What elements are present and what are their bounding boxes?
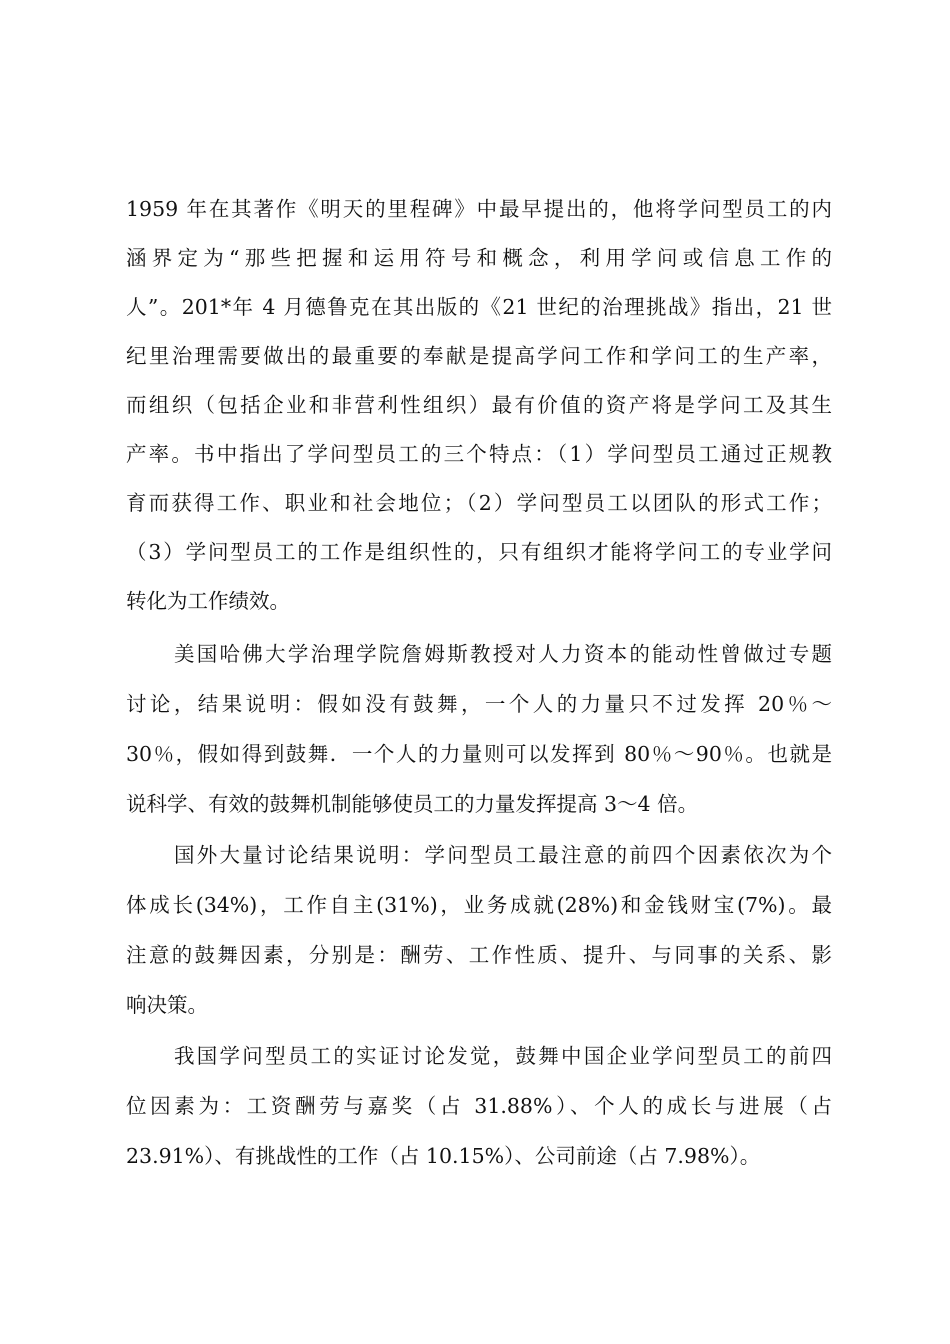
paragraph-4-line-3: 23.91%）、有挑战性的工作（占 10.15%）、公司前途（占 7.98%）。 bbox=[126, 1144, 761, 1168]
paragraph-1-line-8: （3）学问型员工的工作是组织性的，只有组织才能将学问工的专业学问 bbox=[126, 540, 832, 564]
paragraph-2-line-1: 美国哈佛大学治理学院詹姆斯教授对人力资本的能动性曾做过专题 bbox=[174, 642, 832, 666]
paragraph-3-line-4: 响决策。 bbox=[126, 993, 208, 1017]
paragraph-1-line-2: 涵界定为“那些把握和运用符号和概念，利用学问或信息工作的 bbox=[126, 246, 832, 270]
paragraph-2-line-4: 说科学、有效的鼓舞机制能够使员工的力量发挥提高 3～4 倍。 bbox=[126, 792, 699, 816]
paragraph-1-line-5: 而组织（包括企业和非营利性组织）最有价值的资产将是学问工及其生 bbox=[126, 393, 832, 417]
paragraph-1-line-7: 育而获得工作、职业和社会地位；（2）学问型员工以团队的形式工作； bbox=[126, 491, 832, 515]
paragraph-4-line-2: 位因素为：工资酬劳与嘉奖（占 31.88%）、个人的成长与进展（占 bbox=[126, 1094, 832, 1118]
paragraph-1-line-4: 纪里治理需要做出的最重要的奉献是提高学问工作和学问工的生产率， bbox=[126, 344, 832, 368]
paragraph-2-line-2: 讨论，结果说明：假如没有鼓舞，一个人的力量只不过发挥 20％～ bbox=[126, 692, 832, 716]
paragraph-4-line-1: 我国学问型员工的实证讨论发觉，鼓舞中国企业学问型员工的前四 bbox=[174, 1044, 832, 1068]
paragraph-3-line-3: 注意的鼓舞因素，分别是：酬劳、工作性质、提升、与同事的关系、影 bbox=[126, 943, 832, 967]
paragraph-1-line-1: 1959 年在其著作《明天的里程碑》中最早提出的，他将学问型员工的内 bbox=[126, 197, 832, 221]
paragraph-1-line-6: 产率。书中指出了学问型员工的三个特点：（1）学问型员工通过正规教 bbox=[126, 442, 832, 466]
paragraph-3-line-2: 体成长(34%)，工作自主(31%)，业务成就(28%)和金钱财宝(7%)。最 bbox=[126, 893, 832, 917]
paragraph-1-line-3: 人”。201*年 4 月德鲁克在其出版的《21 世纪的治理挑战》指出，21 世 bbox=[126, 295, 832, 319]
paragraph-1-line-9: 转化为工作绩效。 bbox=[126, 589, 290, 613]
paragraph-3-line-1: 国外大量讨论结果说明：学问型员工最注意的前四个因素依次为个 bbox=[174, 843, 832, 867]
paragraph-2-line-3: 30％，假如得到鼓舞．一个人的力量则可以发挥到 80％～90％。也就是 bbox=[126, 742, 832, 766]
